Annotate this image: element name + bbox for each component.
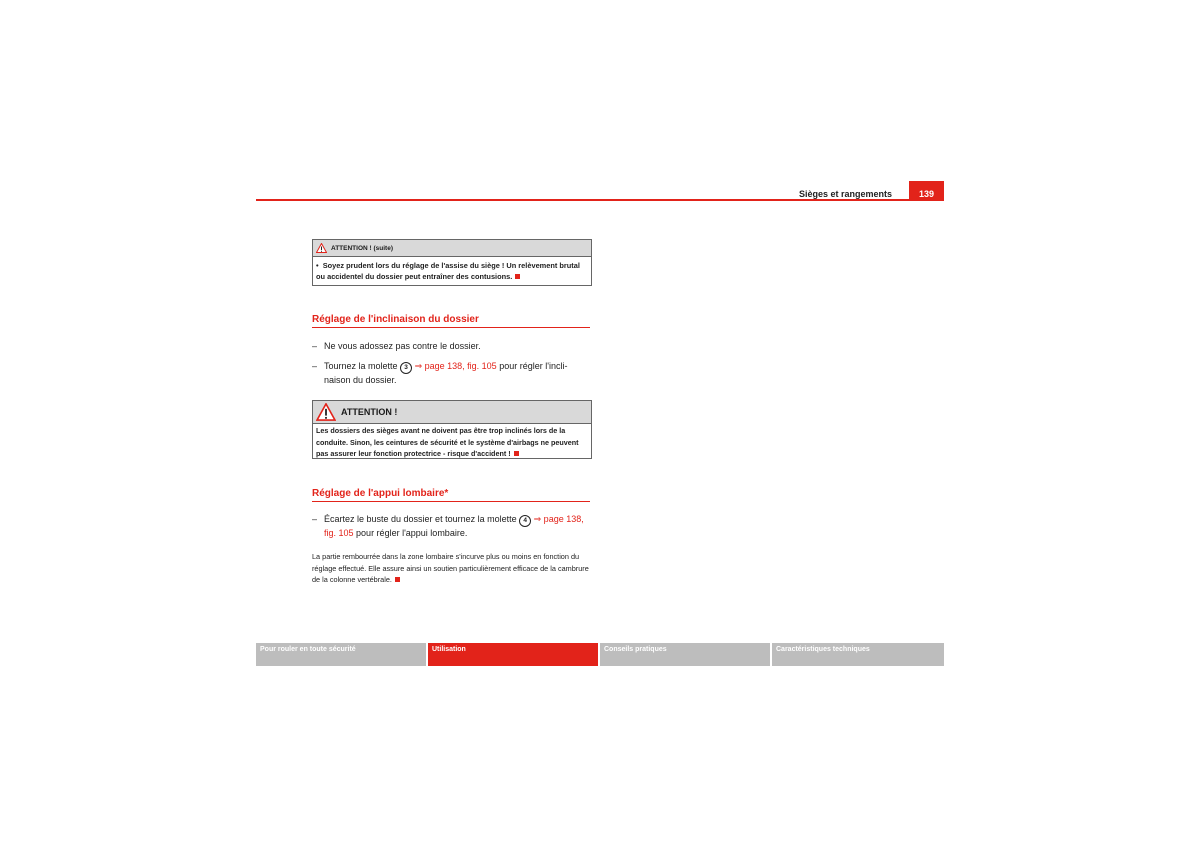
list-item-text: pour régler l'incli- — [499, 361, 568, 371]
warning-triangle-icon — [316, 243, 327, 253]
paragraph-text: La partie rembourrée dans la zone lombaire s'incurve plus ou moins en fonction du réglage effectué. Elle assure ainsi un soutien particulièrement efficace de la cambrure de la colonne vertébrale. — [312, 552, 589, 584]
chapter-title: Sièges et rangements — [798, 189, 892, 199]
warning-body — [313, 257, 591, 282]
page-number: 139 — [918, 189, 935, 199]
end-marker-icon — [515, 274, 520, 279]
tab-conseils-pratiques[interactable] — [600, 643, 770, 666]
section-heading-backrest: Réglage de l'inclinaison du dossier — [312, 314, 590, 328]
header-rule — [256, 199, 944, 201]
end-marker-icon — [395, 577, 400, 582]
warning-header — [313, 240, 591, 257]
list-dash: – — [312, 361, 318, 371]
section-heading-lumbar: Réglage de l'appui lombaire* — [312, 488, 590, 502]
tab-utilisation[interactable] — [428, 643, 598, 666]
warning-triangle-icon — [316, 403, 336, 421]
tab-pour-rouler-en-toute-securite[interactable] — [256, 643, 426, 666]
tab-label: Conseils pratiques — [604, 646, 667, 653]
lumbar-paragraph — [312, 551, 592, 586]
list-dash: – — [312, 341, 318, 351]
warning-box-continued — [312, 239, 592, 286]
tab-label: Utilisation — [432, 646, 466, 653]
warning-body — [313, 424, 591, 460]
figure-reference-link[interactable]: fig. 105 — [324, 528, 354, 538]
list-item-text: naison du dossier. — [324, 375, 397, 385]
list-item — [312, 513, 594, 539]
warning-title: ATTENTION ! — [341, 407, 398, 417]
page-reference-link[interactable]: ⇒ page 138, — [533, 514, 584, 524]
page-reference-link[interactable]: ⇒ page 138, fig. 105 — [414, 361, 497, 371]
bullet: • — [316, 261, 319, 270]
warning-title: ATTENTION ! (suite) — [331, 244, 393, 252]
tab-label: Pour rouler en toute sécurité — [260, 646, 356, 653]
warning-text: Soyez prudent lors du réglage de l'assise du siège ! Un relèvement brutal ou accidentel du dossier peut entraîner des contusions. — [316, 261, 580, 281]
tab-label: Caractéristiques techniques — [776, 646, 870, 653]
callout-number-3: 3 — [400, 362, 412, 374]
page-number-badge — [909, 181, 944, 201]
warning-box-backrest — [312, 400, 592, 459]
list-item-text: Ne vous adossez pas contre le dossier. — [324, 341, 481, 351]
list-item-text: Écartez le buste du dossier et tournez la molette — [324, 514, 517, 524]
warning-text: Les dossiers des sièges avant ne doivent pas être trop inclinés lors de la conduite. Sinon, les ceintures de sécurité et le système d'airbags ne peuvent pas assurer leur fonction protectrice - risque d'accident ! — [316, 426, 579, 458]
list-item — [312, 340, 590, 353]
tab-caracteristiques-techniques[interactable] — [772, 643, 944, 666]
warning-header — [313, 401, 591, 424]
end-marker-icon — [514, 451, 519, 456]
list-item — [312, 360, 592, 386]
list-item-text: pour régler l'appui lombaire. — [356, 528, 468, 538]
list-item-text: Tournez la molette — [324, 361, 398, 371]
list-dash: – — [312, 514, 318, 524]
callout-number-4: 4 — [519, 515, 531, 527]
